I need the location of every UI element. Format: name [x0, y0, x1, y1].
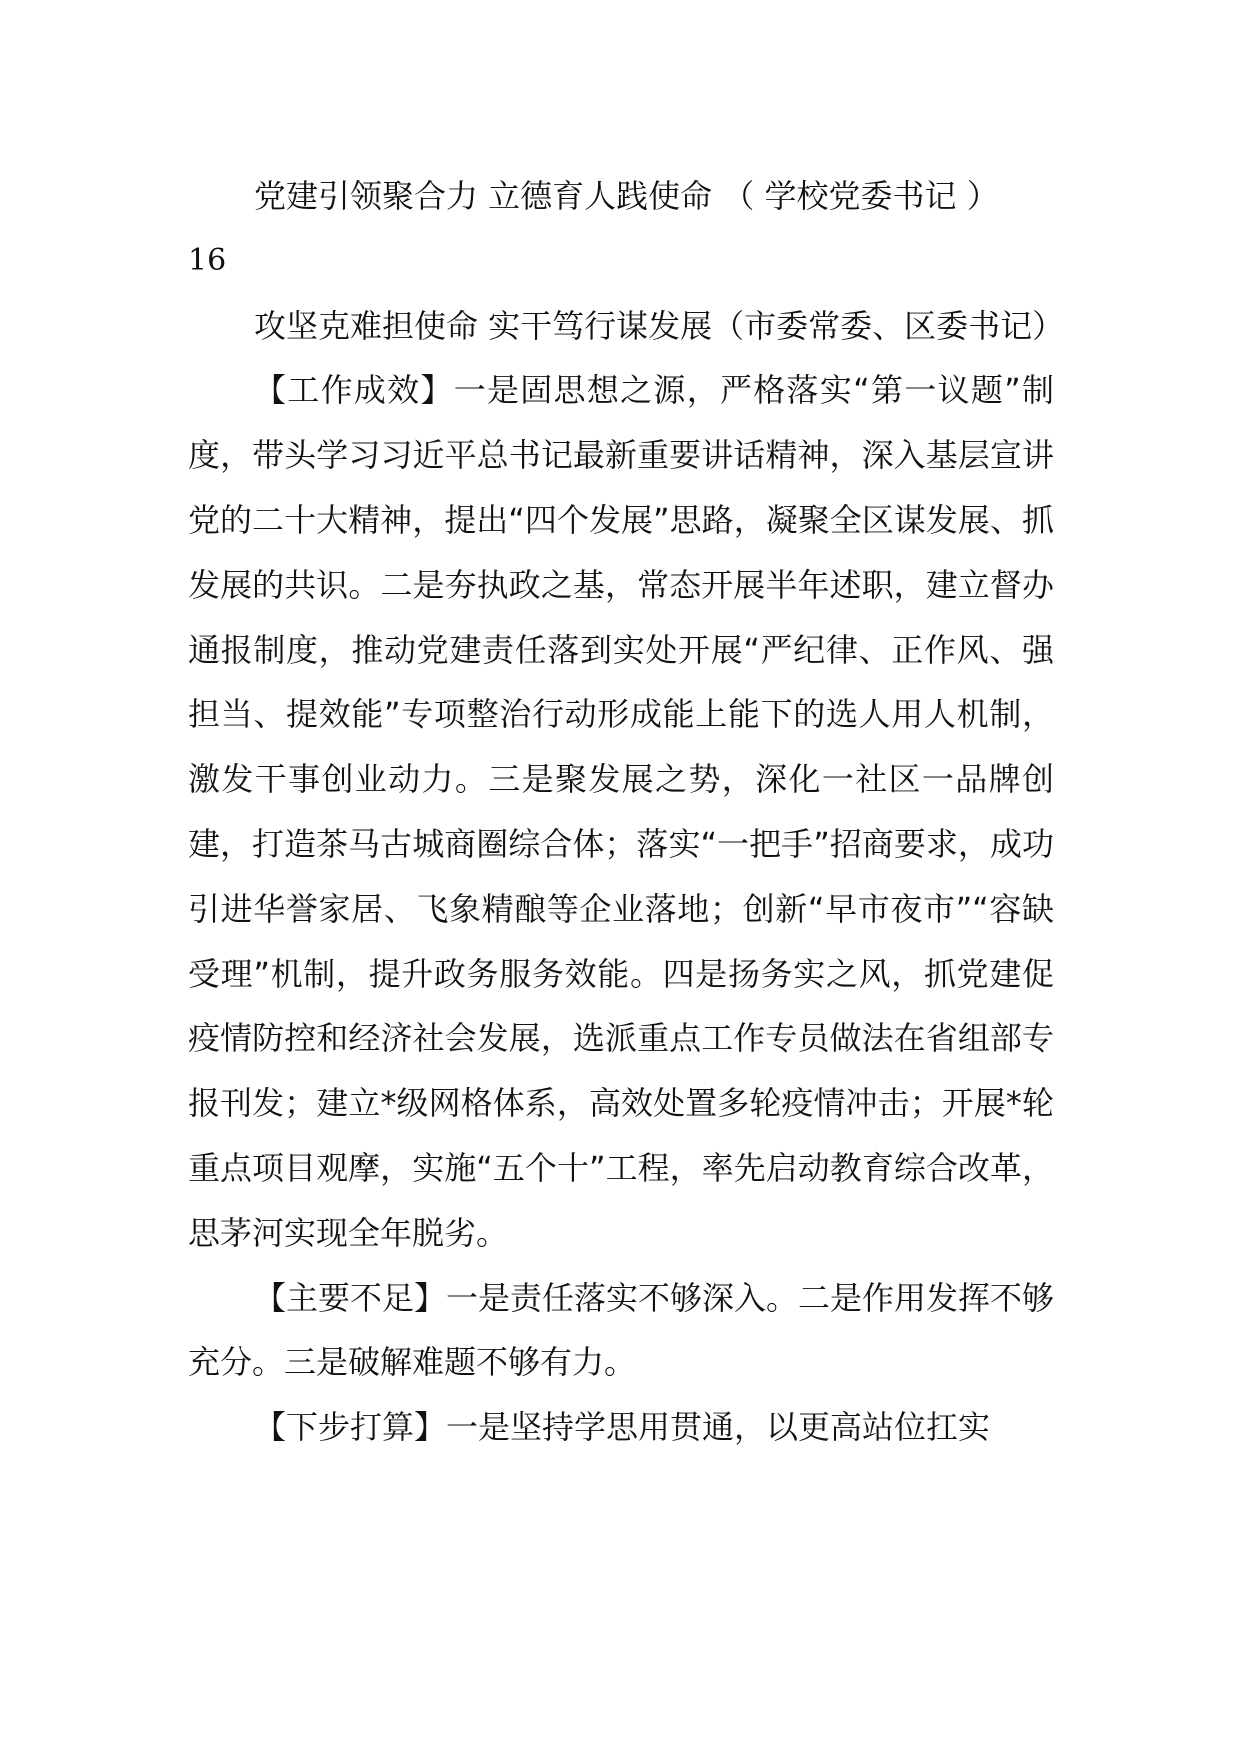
page-number: 16: [188, 242, 227, 278]
section-title-1: 党建引领聚合力 立德育人践使命 （ 学校党委书记 ）: [254, 177, 999, 215]
next-steps-paragraph: 【下步打算】一是坚持学思用贯通，以更高站位扛实: [254, 1408, 991, 1447]
main-shortcomings-paragraph: 【主要不足】一是责任落实不够深入。二是作用发挥不够充分。三是破解难题不够有力。: [188, 1278, 1055, 1382]
document-body: [188, 164, 1065, 1460]
work-results-paragraph: 【工作成效】一是固思想之源，严格落实“第一议题”制度，带头学习习近平总书记最新重要讲话精神，深入基层宣讲党的二十大精神，提出“四个发展”思路，凝聚全区谋发展、抓发展的共识。二是夯执政之基，常态开展半年述职，建立督办通报制度，推动党建责任落到实处开展“严纪律、正作风、强担当、提效能”专项整治行动形成能上能下的选人用人机制，激发干事创业动力。三是聚发展之势，深化一社区一品牌创建，打造茶马古城商圈综合体；落实“一把手”招商要求，成功引进华誉家居、飞象精酿等企业落地；创新“早市夜市”“容缺受理”机制，提升政务服务效能。四是扬务实之风，抓党建促疫情防控和经济社会发展，选派重点工作专员做法在省组部专报刊发；建立*级网格体系，高效处置多轮疫情冲击；开展*轮重点项目观摩，实施“五个十”工程，率先启动教育综合改革，思茅河实现全年脱劣。: [188, 371, 1054, 1252]
section-title-2: 攻坚克难担使命 实干笃行谋发展（市委常委、区委书记）: [254, 306, 1065, 345]
